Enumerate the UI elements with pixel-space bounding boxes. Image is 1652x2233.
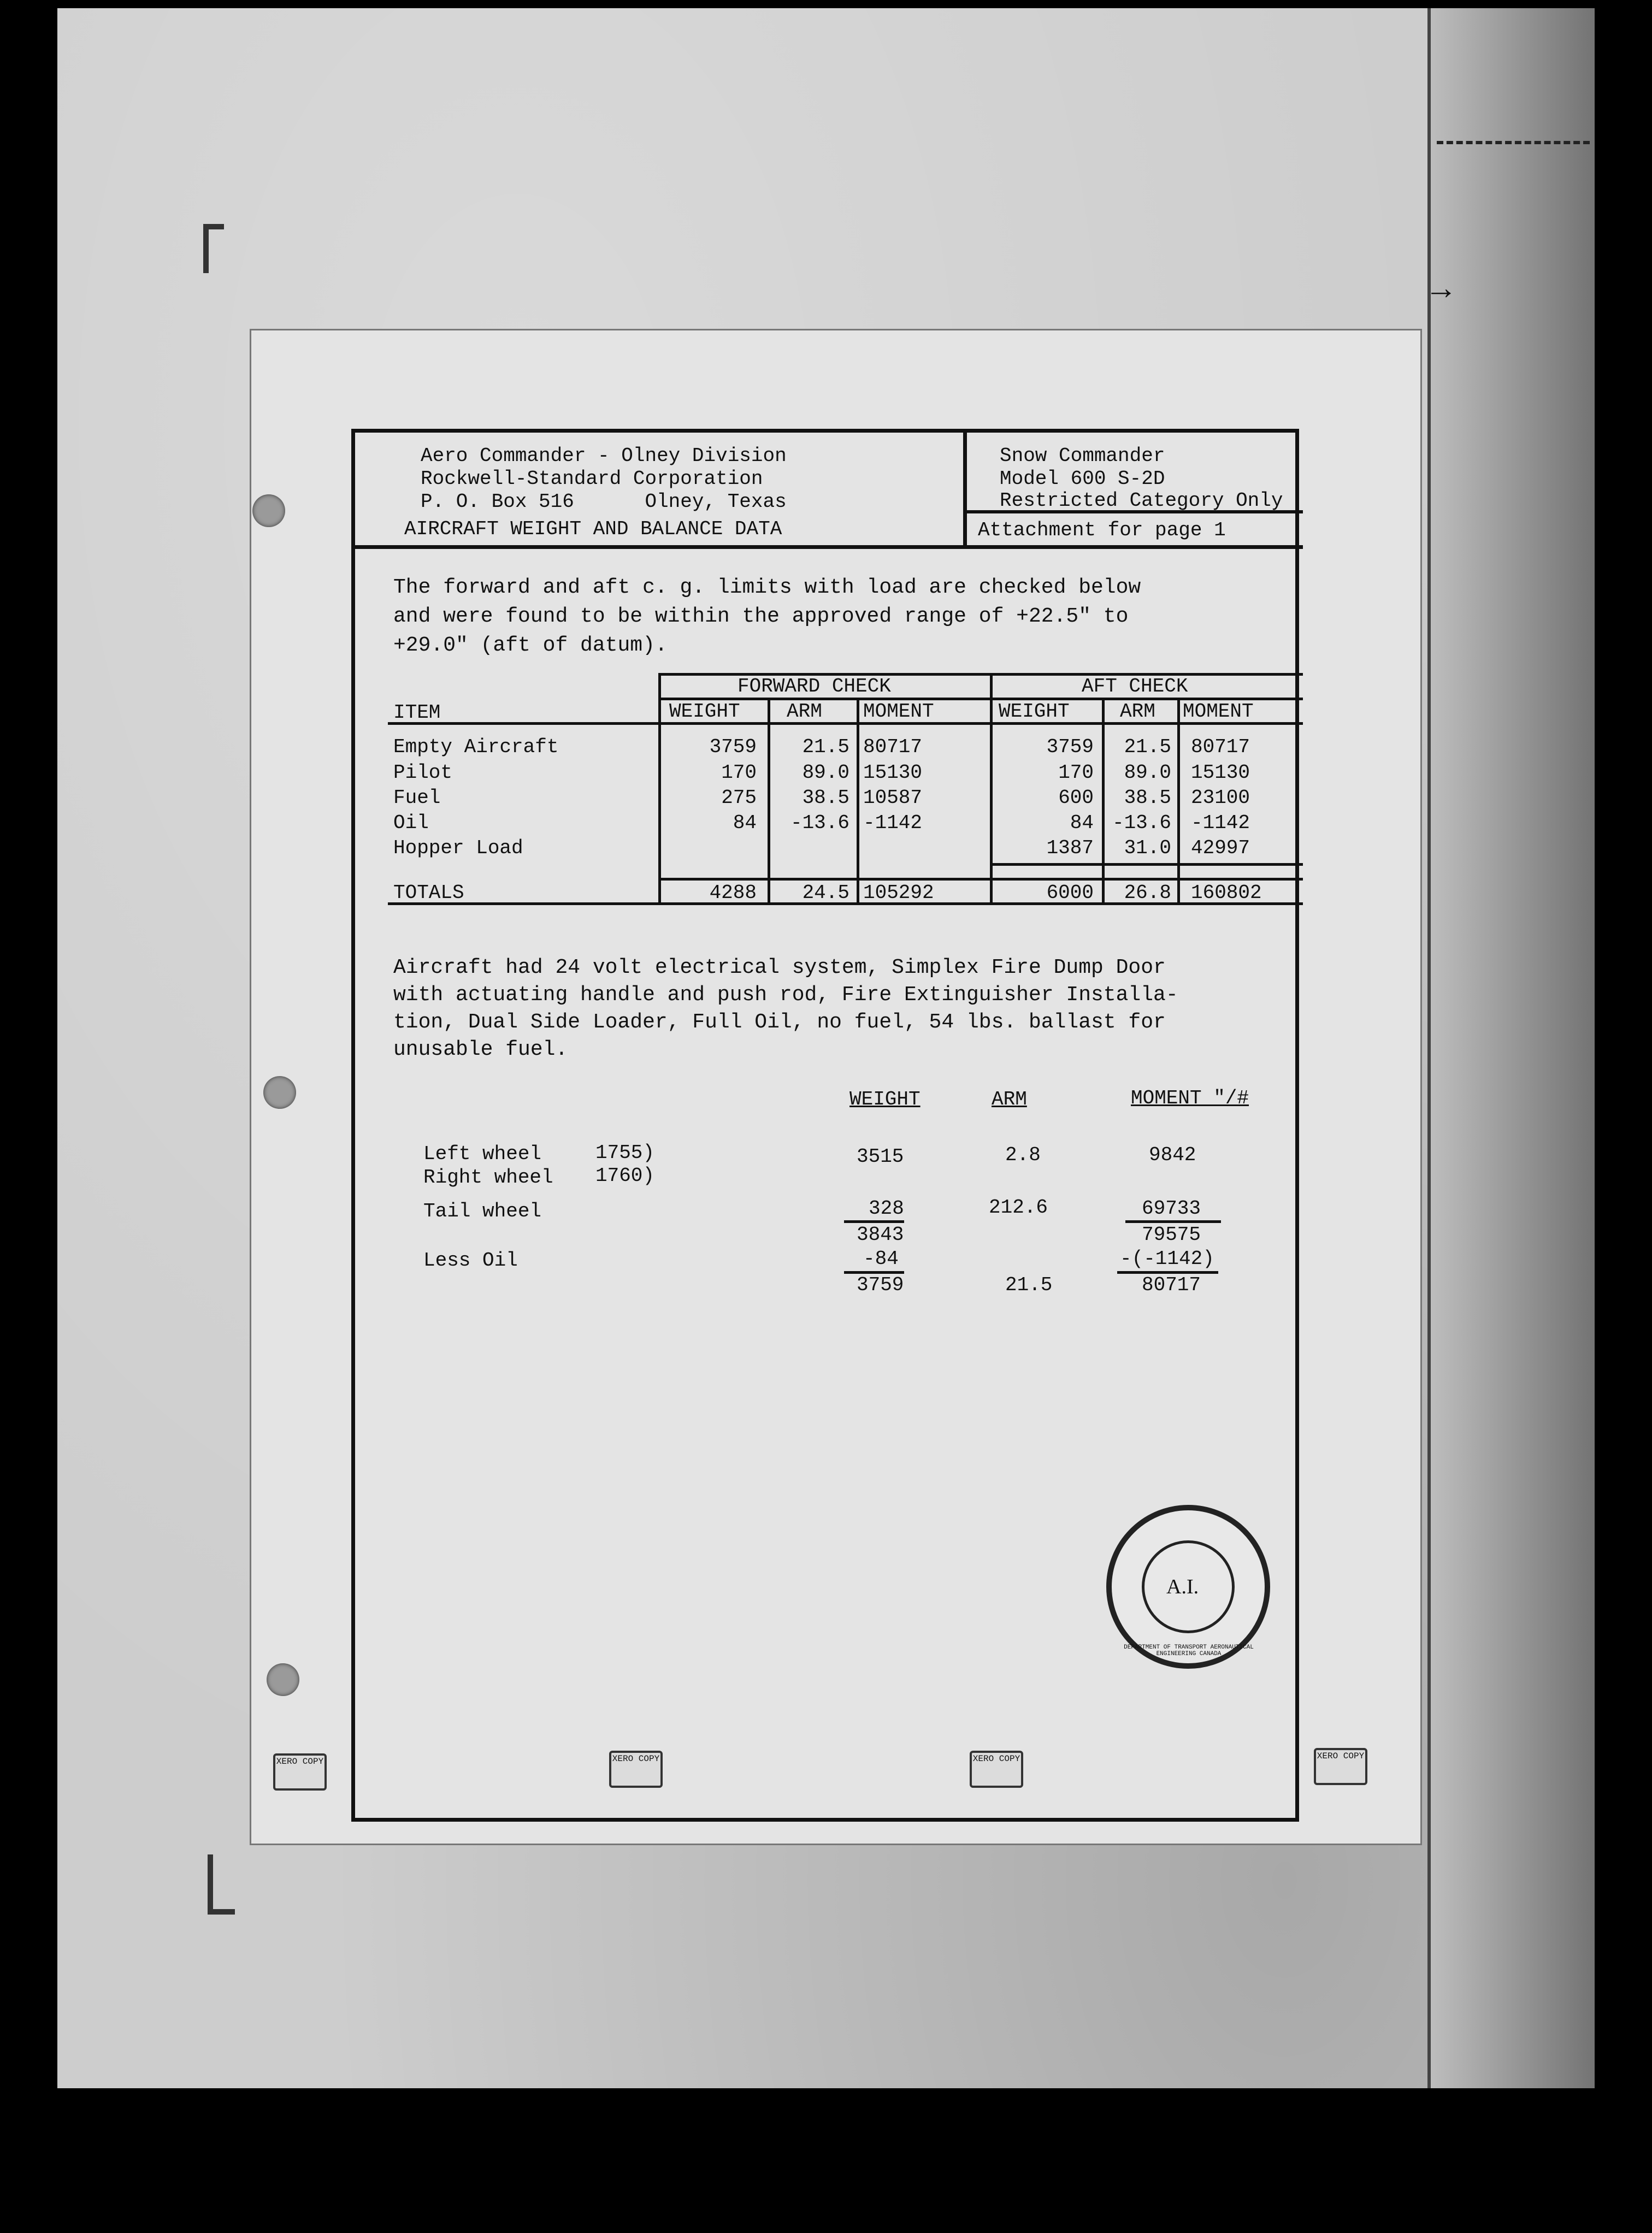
aft-moment-header: MOMENT: [1183, 700, 1254, 723]
fwd-moment-header: MOMENT: [863, 700, 934, 723]
cell-aa: 89.0: [1124, 761, 1171, 784]
subtotal-moment-rule: [1125, 1220, 1221, 1223]
subtotal-moment: 79575: [1142, 1224, 1201, 1246]
cell-am: 42997: [1191, 837, 1250, 859]
subtotal-weight-rule: [844, 1220, 904, 1223]
cell-am: 80717: [1191, 736, 1250, 758]
less-oil-moment: -(-1142): [1120, 1248, 1214, 1270]
cell-aa: 38.5: [1124, 787, 1171, 809]
intro-line-3: +29.0" (aft of datum).: [393, 634, 668, 657]
cell-fw: 84: [733, 812, 757, 834]
cell-aa: 21.5: [1124, 736, 1171, 758]
cell-fw: 3759: [709, 736, 757, 758]
totals-fwd-arm: 24.5: [802, 882, 849, 904]
tail-wheel-label: Tail wheel: [423, 1200, 542, 1222]
totals-aft-moment: 160802: [1191, 882, 1262, 904]
aft-weight-header: WEIGHT: [999, 700, 1070, 723]
cell-aw: 84: [1070, 812, 1094, 834]
document-sheet: [251, 330, 1420, 1844]
totals-aft-arm: 26.8: [1124, 882, 1171, 904]
aft-check-header: AFT CHECK: [1082, 675, 1188, 698]
cell-fa: 89.0: [802, 761, 849, 784]
fwd-arm-header: ARM: [787, 700, 822, 723]
aircraft-name: Snow Commander: [1000, 445, 1165, 467]
category-note: Restricted Category Only: [1000, 489, 1283, 512]
intro-line-2: and were found to be within the approved range of +22.5" to: [393, 605, 1129, 628]
intro-line-1: The forward and aft c. g. limits with load are checked below: [393, 576, 1141, 599]
final-weight: 3759: [857, 1274, 904, 1296]
cell-fa: -13.6: [790, 812, 849, 834]
totals-fwd-weight: 4288: [709, 882, 757, 904]
main-wheels-weight: 3515: [857, 1145, 904, 1168]
punch-hole: [267, 1663, 299, 1696]
cell-fa: 21.5: [802, 736, 849, 758]
cell-fm: -1142: [863, 812, 923, 834]
cell-am: 23100: [1191, 787, 1250, 809]
left-wheel-label: Left wheel: [423, 1143, 542, 1165]
cell-am: -1142: [1191, 812, 1250, 834]
stamp-center: A.I.: [1166, 1575, 1199, 1598]
cell-fm: 10587: [863, 787, 923, 809]
cell-fm: 15130: [863, 761, 923, 784]
aft-arm-header: ARM: [1120, 700, 1155, 723]
description-line-4: unusable fuel.: [393, 1038, 568, 1061]
tail-wheel-arm: 212.6: [989, 1196, 1048, 1219]
description-line-1: Aircraft had 24 volt electrical system, Simplex Fire Dump Door: [393, 956, 1166, 979]
totals-fwd-moment: 105292: [863, 882, 934, 904]
forward-check-header: FORWARD CHECK: [738, 675, 891, 698]
hopper-rule: [990, 863, 1303, 866]
right-wheel-label: Right wheel: [423, 1166, 553, 1189]
header-left-box: [355, 433, 967, 549]
final-moment: 80717: [1142, 1274, 1201, 1296]
crop-mark-bottom: [208, 1854, 235, 1915]
cell-item: Fuel: [393, 787, 441, 809]
xero-copy-mark: XERO COPY: [970, 1751, 1023, 1788]
xero-copy-mark: XERO COPY: [273, 1753, 327, 1791]
corporation-name: Rockwell-Standard Corporation: [421, 468, 763, 490]
cell-aa: -13.6: [1112, 812, 1171, 834]
xero-copy-mark: XERO COPY: [1314, 1748, 1367, 1785]
cell-fa: 38.5: [802, 787, 849, 809]
less-oil-weight: -84: [863, 1248, 899, 1270]
arrow-mark: →: [1431, 272, 1452, 309]
main-wheels-arm: 2.8: [1005, 1144, 1041, 1166]
description-line-2: with actuating handle and push rod, Fire Extinguisher Installa-: [393, 983, 1178, 1007]
fwd-weight-header: WEIGHT: [669, 700, 740, 723]
department-stamp: [1106, 1505, 1270, 1669]
company-address: P. O. Box 516 Olney, Texas: [421, 491, 787, 513]
cell-item: Oil: [393, 812, 429, 834]
cell-fw: 275: [721, 787, 757, 809]
weighing-arm-header: ARM: [992, 1088, 1027, 1110]
cell-aw: 600: [1058, 787, 1094, 809]
cell-fm: 80717: [863, 736, 923, 758]
cell-item: Hopper Load: [393, 837, 523, 859]
attachment-note: Attachment for page 1: [978, 519, 1226, 541]
crop-mark-top: [203, 224, 224, 273]
cell-item: Empty Aircraft: [393, 736, 559, 758]
adjacent-page-strip: [1427, 8, 1595, 2088]
totals-aft-weight: 6000: [1046, 882, 1094, 904]
cell-fw: 170: [721, 761, 757, 784]
header-attachment-box: [967, 513, 1303, 549]
header-right-box: [967, 433, 1303, 513]
totals-label: TOTALS: [393, 882, 464, 904]
aircraft-model: Model 600 S-2D: [1000, 468, 1165, 490]
form-title: AIRCRAFT WEIGHT AND BALANCE DATA: [404, 518, 782, 540]
cell-aw: 1387: [1046, 837, 1094, 859]
cell-am: 15130: [1191, 761, 1250, 784]
right-wheel-value: 1760): [595, 1165, 655, 1187]
tail-wheel-moment: 69733: [1142, 1197, 1201, 1220]
cell-aa: 31.0: [1124, 837, 1171, 859]
weighing-weight-header: WEIGHT: [849, 1088, 921, 1110]
punch-hole: [263, 1076, 296, 1109]
stamp-outer-text: DEPARTMENT OF TRANSPORT AERONAUTICAL ENGINEERING CANADA: [1124, 1644, 1254, 1657]
cell-aw: 3759: [1046, 736, 1094, 758]
description-line-3: tion, Dual Side Loader, Full Oil, no fuel, 54 lbs. ballast for: [393, 1011, 1166, 1034]
cell-aw: 170: [1058, 761, 1094, 784]
less-oil-label: Less Oil: [423, 1249, 518, 1272]
xero-copy-mark: XERO COPY: [609, 1751, 663, 1788]
punch-hole: [252, 494, 285, 527]
final-arm: 21.5: [1005, 1274, 1053, 1296]
subtotal-weight: 3843: [857, 1224, 904, 1246]
weighing-moment-header: MOMENT "/#: [1131, 1087, 1249, 1109]
left-wheel-value: 1755): [595, 1142, 655, 1164]
item-column-header: ITEM: [393, 701, 441, 724]
cell-item: Pilot: [393, 761, 453, 784]
dashed-mark: [1437, 141, 1590, 144]
tail-wheel-weight: 328: [869, 1197, 904, 1220]
main-wheels-moment: 9842: [1149, 1144, 1196, 1166]
company-name: Aero Commander - Olney Division: [421, 445, 787, 467]
